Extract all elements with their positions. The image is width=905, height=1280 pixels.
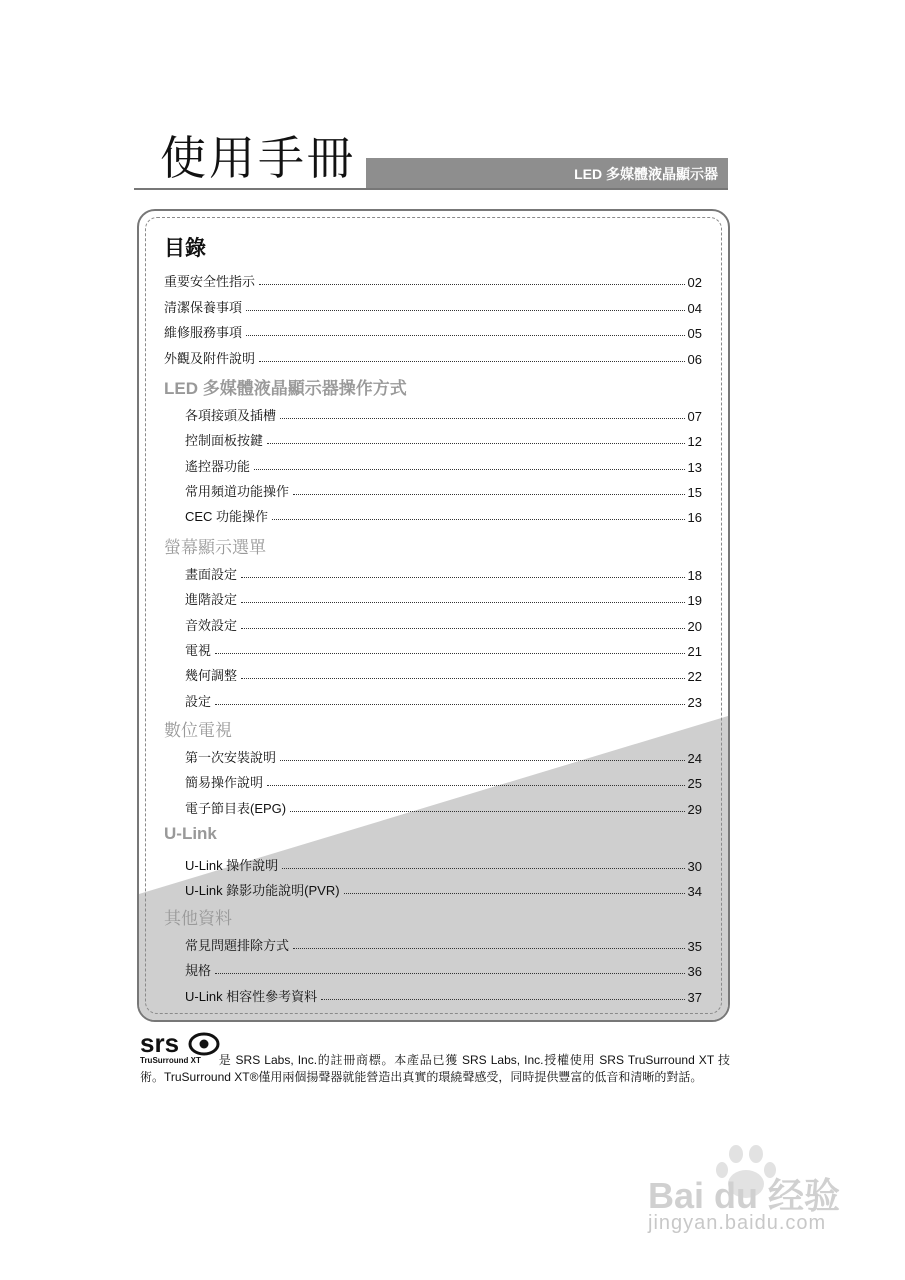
toc-entry-title: 進階設定	[185, 592, 238, 608]
toc-entry-page: 07	[687, 409, 702, 424]
toc-entry	[185, 744, 702, 766]
toc-entry-page: 36	[687, 964, 702, 980]
toc-entry-title: 設定	[185, 693, 212, 709]
toc-entry	[185, 612, 702, 634]
toc-entry	[164, 345, 702, 367]
toc-leader-dots	[241, 577, 685, 578]
toc-entry-title: 畫面設定	[185, 567, 238, 582]
toc-entry-title: 重要安全性指示	[164, 274, 256, 289]
toc-entry-title: 音效設定	[185, 617, 238, 633]
toc-entry-title: 常見問題排除方式	[185, 938, 290, 953]
svg-text:srs: srs	[140, 1030, 180, 1058]
manual-title: 使用手冊	[160, 131, 356, 185]
toc-leader-dots	[267, 443, 685, 444]
toc-entry	[185, 795, 702, 817]
toc-entry	[185, 427, 702, 449]
toc-entry-page: 12	[687, 434, 702, 450]
toc-entry-title: 維修服務事項	[164, 325, 243, 341]
toc-entry-page: 16	[687, 510, 702, 526]
toc-leader-dots	[344, 893, 685, 894]
toc-entry-page: 23	[687, 694, 702, 710]
toc-entry	[185, 688, 702, 710]
toc-leader-dots	[215, 653, 685, 654]
toc-entry-title: U-Link 相容性參考資料	[185, 988, 318, 1004]
toc-entry	[185, 561, 702, 583]
toc-leader-dots	[254, 469, 685, 470]
toc-leader-dots	[215, 973, 685, 974]
toc-entry-page: 34	[687, 884, 702, 900]
srs-logo-sub: TruSurround XT	[140, 1056, 201, 1065]
toc-entry-page: 05	[687, 326, 702, 342]
toc-entry-title: CEC 功能操作	[185, 509, 269, 525]
watermark-url: jingyan.baidu.com	[648, 1212, 827, 1234]
toc-entry-title: 各項接頭及插槽	[185, 408, 277, 423]
toc-entry-title: 控制面板按鍵	[185, 433, 264, 449]
toc-section-heading: U-Link	[164, 824, 217, 843]
toc-entry	[185, 769, 702, 791]
toc-entry-page: 24	[687, 751, 702, 766]
toc-entry	[164, 294, 702, 316]
toc-leader-dots	[241, 678, 685, 679]
toc-entry	[185, 877, 702, 899]
toc-entry-title: 外觀及附件說明	[164, 350, 256, 366]
toc-leader-dots	[241, 602, 685, 603]
toc-leader-dots	[259, 361, 685, 362]
toc-entry-page: 30	[687, 859, 702, 874]
toc-leader-dots	[241, 628, 685, 629]
toc-entry-title: 遙控器功能	[185, 458, 251, 474]
toc-leader-dots	[246, 335, 685, 336]
toc-entry	[185, 662, 702, 684]
toc-entry-title: 電子節目表(EPG)	[185, 800, 287, 816]
toc-entry-title: U-Link 操作說明	[185, 858, 279, 873]
toc-leader-dots	[280, 760, 685, 761]
toc-entry-title: 第一次安裝說明	[185, 750, 277, 765]
toc-entry-page: 04	[687, 300, 702, 316]
toc-entry-page: 25	[687, 776, 702, 792]
toc-entry	[185, 983, 702, 1005]
toc-leader-dots	[215, 704, 685, 705]
toc-leader-dots	[321, 999, 684, 1000]
toc-entry	[185, 852, 702, 874]
toc-entry-title: 幾何調整	[185, 668, 238, 684]
toc-entry-page: 35	[687, 939, 702, 954]
toc-entry	[185, 957, 702, 979]
toc-section-heading: 螢幕顯示選單	[164, 538, 266, 557]
toc-section-heading: LED 多媒體液晶顯示器操作方式	[164, 379, 407, 398]
toc-entry-page: 20	[687, 618, 702, 634]
toc-entry-page: 18	[687, 568, 702, 583]
toc-entry-title: 規格	[185, 963, 212, 979]
toc-entry-title: 電視	[185, 642, 212, 658]
srs-notice: 是 SRS Labs, Inc.的註冊商標。本產品已獲 SRS Labs, Inc.授權使用 SRS TruSurround XT 技術。TruSurround XT®僅用兩個揚聲器就能營造出真實的環繞聲感受，同時提供豐富的低音和清晰的對話。	[140, 1053, 730, 1084]
toc-entry-page: 21	[687, 643, 702, 659]
toc-entry-page: 15	[687, 484, 702, 500]
toc-entry	[185, 453, 702, 475]
toc-entry	[164, 268, 702, 290]
toc-leader-dots	[272, 519, 684, 520]
watermark-brand: Bai du 经验	[648, 1175, 841, 1216]
toc-entry	[185, 503, 702, 525]
toc-entry-title: U-Link 錄影功能說明(PVR)	[185, 883, 340, 899]
toc-section-heading: 數位電視	[164, 721, 232, 740]
toc-entry	[185, 586, 702, 608]
toc-entry	[164, 319, 702, 341]
toc-leader-dots	[267, 785, 685, 786]
toc-leader-dots	[282, 868, 684, 869]
toc-leader-dots	[259, 284, 685, 285]
toc-entry-title: 簡易操作說明	[185, 775, 264, 791]
toc-entry-page: 06	[687, 351, 702, 367]
toc-leader-dots	[280, 418, 685, 419]
toc-section-heading: 其他資料	[164, 909, 232, 928]
toc-entry-page: 37	[687, 989, 702, 1005]
toc-entry-page: 22	[687, 669, 702, 685]
toc-leader-dots	[246, 310, 685, 311]
product-label: LED 多媒體液晶顯示器	[574, 166, 718, 182]
toc-entry-page: 13	[687, 459, 702, 475]
toc-leader-dots	[290, 811, 684, 812]
toc-entry	[185, 932, 702, 954]
toc-heading: 目錄	[164, 236, 206, 260]
toc-entry-title: 清潔保養事項	[164, 299, 243, 315]
product-label-band	[366, 158, 728, 188]
title-divider	[134, 188, 728, 190]
toc-entry-page: 29	[687, 801, 702, 817]
toc-leader-dots	[293, 494, 685, 495]
toc-entry-page: 02	[687, 275, 702, 290]
toc-entry-title: 常用頻道功能操作	[185, 483, 290, 499]
toc-entry-page: 19	[687, 593, 702, 609]
toc-entry	[185, 478, 702, 500]
toc-entry	[185, 402, 702, 424]
toc-leader-dots	[293, 948, 685, 949]
toc-entry	[185, 637, 702, 659]
